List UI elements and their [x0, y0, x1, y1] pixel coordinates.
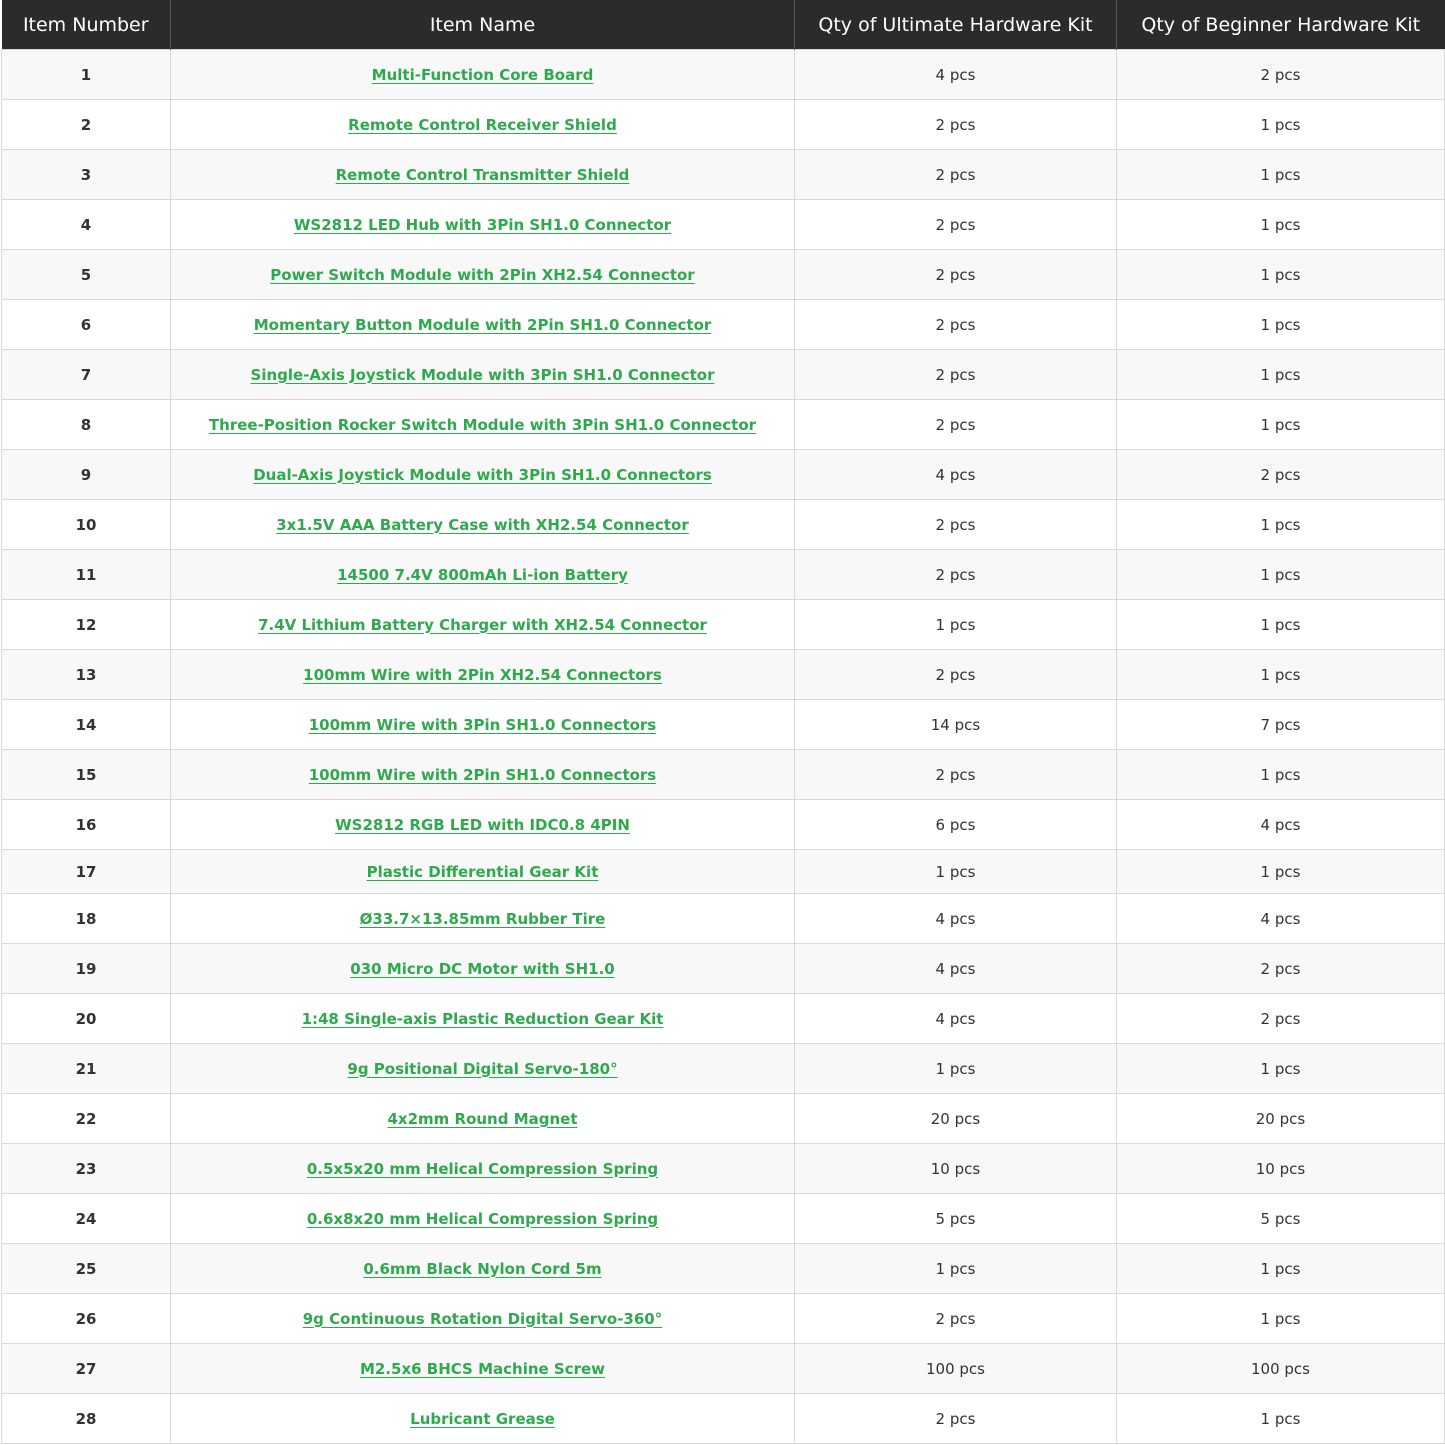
item-number-cell: 11 — [2, 550, 171, 600]
item-number-cell: 26 — [2, 1294, 171, 1344]
table-row — [2, 300, 1445, 350]
table-row — [2, 50, 1445, 100]
item-name-link[interactable]: WS2812 RGB LED with IDC0.8 4PIN — [335, 815, 630, 834]
item-name-cell — [171, 650, 795, 700]
item-number-cell: 7 — [2, 350, 171, 400]
item-number-cell: 28 — [2, 1394, 171, 1444]
item-name-cell — [171, 894, 795, 944]
qty-ultimate-cell: 4 pcs — [795, 894, 1117, 944]
item-number-cell: 15 — [2, 750, 171, 800]
item-name-cell — [171, 600, 795, 650]
header-item-name: Item Name — [171, 0, 795, 50]
item-number-cell: 18 — [2, 894, 171, 944]
table-row — [2, 150, 1445, 200]
qty-ultimate-cell: 2 pcs — [795, 500, 1117, 550]
item-name-cell — [171, 750, 795, 800]
item-name-link[interactable]: 1:48 Single-axis Plastic Reduction Gear Kit — [301, 1009, 664, 1028]
qty-beginner-cell: 1 pcs — [1117, 600, 1445, 650]
qty-ultimate-cell: 1 pcs — [795, 1244, 1117, 1294]
item-name-link[interactable]: Plastic Differential Gear Kit — [366, 862, 599, 881]
item-number-cell: 24 — [2, 1194, 171, 1244]
qty-beginner-cell: 10 pcs — [1117, 1144, 1445, 1194]
item-number-cell: 4 — [2, 200, 171, 250]
qty-ultimate-cell: 2 pcs — [795, 550, 1117, 600]
item-name-link[interactable]: 0.5x5x20 mm Helical Compression Spring — [306, 1159, 659, 1178]
qty-ultimate-cell: 2 pcs — [795, 150, 1117, 200]
table-row — [2, 650, 1445, 700]
qty-beginner-cell: 5 pcs — [1117, 1194, 1445, 1244]
qty-beginner-cell: 1 pcs — [1117, 300, 1445, 350]
qty-ultimate-cell: 2 pcs — [795, 250, 1117, 300]
item-number-cell: 27 — [2, 1344, 171, 1394]
qty-beginner-cell: 1 pcs — [1117, 550, 1445, 600]
qty-ultimate-cell: 2 pcs — [795, 400, 1117, 450]
item-name-link[interactable]: WS2812 LED Hub with 3Pin SH1.0 Connector — [293, 215, 672, 234]
qty-beginner-cell: 100 pcs — [1117, 1344, 1445, 1394]
item-name-link[interactable]: 030 Micro DC Motor with SH1.0 — [350, 959, 615, 978]
qty-beginner-cell: 1 pcs — [1117, 500, 1445, 550]
header-item-number: Item Number — [2, 0, 171, 50]
qty-ultimate-cell: 1 pcs — [795, 600, 1117, 650]
qty-beginner-cell: 1 pcs — [1117, 1044, 1445, 1094]
item-name-link[interactable]: 100mm Wire with 2Pin XH2.54 Connectors — [303, 665, 662, 684]
qty-beginner-cell: 1 pcs — [1117, 200, 1445, 250]
table-row — [2, 450, 1445, 500]
qty-ultimate-cell: 2 pcs — [795, 650, 1117, 700]
hardware-kit-table — [1, 0, 1445, 1444]
item-number-cell: 17 — [2, 850, 171, 894]
qty-ultimate-cell: 20 pcs — [795, 1094, 1117, 1144]
item-name-link[interactable]: Power Switch Module with 2Pin XH2.54 Connector — [270, 265, 695, 284]
item-name-link[interactable]: Three-Position Rocker Switch Module with 3Pin SH1.0 Connector — [208, 415, 757, 434]
item-name-cell — [171, 1194, 795, 1244]
table-row — [2, 350, 1445, 400]
item-name-link[interactable]: Dual-Axis Joystick Module with 3Pin SH1.0 Connectors — [253, 465, 712, 484]
qty-beginner-cell: 4 pcs — [1117, 800, 1445, 850]
item-number-cell: 5 — [2, 250, 171, 300]
qty-beginner-cell: 1 pcs — [1117, 150, 1445, 200]
item-name-link[interactable]: Multi-Function Core Board — [371, 65, 594, 84]
qty-ultimate-cell: 100 pcs — [795, 1344, 1117, 1394]
qty-ultimate-cell: 4 pcs — [795, 450, 1117, 500]
table-row — [2, 500, 1445, 550]
item-name-cell — [171, 300, 795, 350]
qty-beginner-cell: 20 pcs — [1117, 1094, 1445, 1144]
qty-ultimate-cell: 6 pcs — [795, 800, 1117, 850]
qty-ultimate-cell: 4 pcs — [795, 50, 1117, 100]
qty-ultimate-cell: 2 pcs — [795, 1294, 1117, 1344]
item-number-cell: 9 — [2, 450, 171, 500]
qty-ultimate-cell: 2 pcs — [795, 100, 1117, 150]
item-number-cell: 23 — [2, 1144, 171, 1194]
item-name-link[interactable]: 7.4V Lithium Battery Charger with XH2.54 Connector — [258, 615, 707, 634]
table-row — [2, 944, 1445, 994]
table-row — [2, 600, 1445, 650]
item-name-link[interactable]: 0.6mm Black Nylon Cord 5m — [363, 1259, 602, 1278]
qty-beginner-cell: 1 pcs — [1117, 1244, 1445, 1294]
table-row — [2, 1394, 1445, 1444]
table-row — [2, 700, 1445, 750]
item-number-cell: 8 — [2, 400, 171, 450]
item-name-cell — [171, 1344, 795, 1394]
qty-ultimate-cell: 2 pcs — [795, 1394, 1117, 1444]
table-row — [2, 1194, 1445, 1244]
qty-ultimate-cell: 4 pcs — [795, 944, 1117, 994]
item-name-link[interactable]: Ø33.7×13.85mm Rubber Tire — [359, 909, 606, 928]
item-name-link[interactable]: 14500 7.4V 800mAh Li-ion Battery — [337, 565, 628, 584]
table-row — [2, 100, 1445, 150]
table-row — [2, 1244, 1445, 1294]
qty-ultimate-cell: 5 pcs — [795, 1194, 1117, 1244]
table-row — [2, 1344, 1445, 1394]
item-name-cell — [171, 1244, 795, 1294]
item-name-cell — [171, 800, 795, 850]
table-body — [2, 50, 1445, 1444]
qty-ultimate-cell: 2 pcs — [795, 750, 1117, 800]
item-number-cell: 21 — [2, 1044, 171, 1094]
item-number-cell: 6 — [2, 300, 171, 350]
item-number-cell: 19 — [2, 944, 171, 994]
qty-beginner-cell: 2 pcs — [1117, 50, 1445, 100]
item-number-cell: 16 — [2, 800, 171, 850]
qty-ultimate-cell: 2 pcs — [795, 300, 1117, 350]
item-name-cell — [171, 550, 795, 600]
item-name-cell — [171, 700, 795, 750]
table-row — [2, 894, 1445, 944]
item-name-cell — [171, 1294, 795, 1344]
table-row — [2, 550, 1445, 600]
item-number-cell: 2 — [2, 100, 171, 150]
qty-ultimate-cell: 1 pcs — [795, 1044, 1117, 1094]
item-number-cell: 12 — [2, 600, 171, 650]
item-number-cell: 13 — [2, 650, 171, 700]
qty-beginner-cell: 1 pcs — [1117, 650, 1445, 700]
item-number-cell: 25 — [2, 1244, 171, 1294]
qty-ultimate-cell: 10 pcs — [795, 1144, 1117, 1194]
qty-beginner-cell: 7 pcs — [1117, 700, 1445, 750]
item-name-link[interactable]: 100mm Wire with 2Pin SH1.0 Connectors — [308, 765, 657, 784]
header-qty-beginner: Qty of Beginner Hardware Kit — [1117, 0, 1445, 50]
table-row — [2, 400, 1445, 450]
qty-ultimate-cell: 2 pcs — [795, 200, 1117, 250]
item-name-link[interactable]: Lubricant Grease — [410, 1409, 555, 1428]
item-name-cell — [171, 994, 795, 1044]
item-name-link[interactable]: M2.5x6 BHCS Machine Screw — [359, 1359, 606, 1378]
item-name-link[interactable]: Remote Control Receiver Shield — [348, 115, 617, 134]
table-row — [2, 1044, 1445, 1094]
item-name-cell — [171, 150, 795, 200]
item-name-cell — [171, 850, 795, 894]
qty-ultimate-cell: 4 pcs — [795, 994, 1117, 1044]
qty-beginner-cell: 1 pcs — [1117, 350, 1445, 400]
qty-beginner-cell: 1 pcs — [1117, 750, 1445, 800]
qty-ultimate-cell: 2 pcs — [795, 350, 1117, 400]
item-name-cell — [171, 1094, 795, 1144]
item-name-cell — [171, 350, 795, 400]
item-number-cell: 10 — [2, 500, 171, 550]
table-row — [2, 800, 1445, 850]
item-name-link[interactable]: 3x1.5V AAA Battery Case with XH2.54 Connector — [276, 515, 689, 534]
item-number-cell: 20 — [2, 994, 171, 1044]
item-number-cell: 1 — [2, 50, 171, 100]
item-name-link[interactable]: 4x2mm Round Magnet — [387, 1109, 578, 1128]
item-name-cell — [171, 944, 795, 994]
item-name-cell — [171, 400, 795, 450]
item-name-cell — [171, 1394, 795, 1444]
qty-beginner-cell: 1 pcs — [1117, 1294, 1445, 1344]
table-row — [2, 750, 1445, 800]
item-name-cell — [171, 100, 795, 150]
item-name-link[interactable]: Remote Control Transmitter Shield — [335, 165, 630, 184]
item-name-cell — [171, 50, 795, 100]
qty-beginner-cell: 4 pcs — [1117, 894, 1445, 944]
table-row — [2, 1294, 1445, 1344]
item-name-cell — [171, 1144, 795, 1194]
item-name-link[interactable]: 100mm Wire with 3Pin SH1.0 Connectors — [308, 715, 657, 734]
item-name-link[interactable]: 9g Positional Digital Servo-180° — [347, 1059, 618, 1078]
qty-ultimate-cell: 1 pcs — [795, 850, 1117, 894]
qty-beginner-cell: 1 pcs — [1117, 1394, 1445, 1444]
qty-beginner-cell: 2 pcs — [1117, 450, 1445, 500]
qty-beginner-cell: 1 pcs — [1117, 250, 1445, 300]
item-number-cell: 3 — [2, 150, 171, 200]
header-qty-ultimate: Qty of Ultimate Hardware Kit — [795, 0, 1117, 50]
table-row — [2, 994, 1445, 1044]
qty-beginner-cell: 2 pcs — [1117, 994, 1445, 1044]
qty-beginner-cell: 1 pcs — [1117, 850, 1445, 894]
item-name-cell — [171, 450, 795, 500]
item-name-cell — [171, 200, 795, 250]
table-row — [2, 850, 1445, 894]
table-row — [2, 250, 1445, 300]
item-name-link[interactable]: 0.6x8x20 mm Helical Compression Spring — [306, 1209, 659, 1228]
qty-beginner-cell: 2 pcs — [1117, 944, 1445, 994]
table-row — [2, 1094, 1445, 1144]
item-name-cell — [171, 500, 795, 550]
table-row — [2, 1144, 1445, 1194]
item-name-cell — [171, 250, 795, 300]
item-number-cell: 22 — [2, 1094, 171, 1144]
item-name-link[interactable]: 9g Continuous Rotation Digital Servo-360° — [302, 1309, 663, 1328]
qty-beginner-cell: 1 pcs — [1117, 100, 1445, 150]
qty-ultimate-cell: 14 pcs — [795, 700, 1117, 750]
table-row — [2, 200, 1445, 250]
qty-beginner-cell: 1 pcs — [1117, 400, 1445, 450]
item-number-cell: 14 — [2, 700, 171, 750]
item-name-link[interactable]: Momentary Button Module with 2Pin SH1.0 Connector — [253, 315, 712, 334]
item-name-link[interactable]: Single-Axis Joystick Module with 3Pin SH1.0 Connector — [250, 365, 715, 384]
item-name-cell — [171, 1044, 795, 1094]
table-header-row — [2, 0, 1445, 50]
